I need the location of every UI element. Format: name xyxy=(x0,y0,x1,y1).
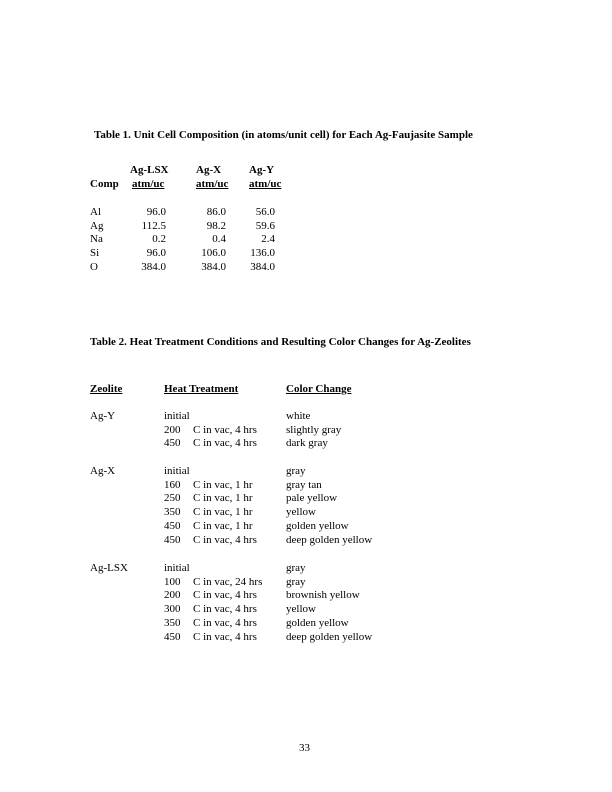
table1-x-column xyxy=(186,206,226,275)
table1-lsx-column xyxy=(120,206,166,275)
table1-cell: 106.0 xyxy=(201,247,226,260)
table1-cell: 2.4 xyxy=(261,233,275,246)
table2-heat-row xyxy=(164,631,262,645)
table2-color-column-ag-lsx xyxy=(286,562,372,644)
table2-title: Table 2. Heat Treatment Conditions and Resulting Color Changes for Ag-Zeolites xyxy=(90,336,471,348)
table1-title: Table 1. Unit Cell Composition (in atoms/unit cell) for Each Ag-Faujasite Sample xyxy=(94,129,473,141)
table2-heat-temp: 350 xyxy=(164,616,181,629)
table1-element: Ag xyxy=(90,219,104,232)
table1-cell: 86.0 xyxy=(206,206,226,218)
table2-color-cell: gray xyxy=(286,575,306,588)
table2-heat-temp: 450 xyxy=(164,630,181,643)
table1-unit-header-x: atm/uc xyxy=(196,178,229,190)
table2-heat-row xyxy=(164,410,257,424)
table2-zeolite-label: Ag-LSX xyxy=(90,562,128,574)
table2-heat-cond: C in vac, 4 hrs xyxy=(193,616,257,629)
table1-cell: 384.0 xyxy=(141,260,166,273)
table1-cell: 0.4 xyxy=(212,233,226,246)
table1-elements-column xyxy=(90,206,103,275)
table1-element: Si xyxy=(90,247,100,260)
table2-color-cell: yellow xyxy=(286,506,316,519)
table1-comp-header: Comp xyxy=(90,178,119,190)
table2-heat-column-ag-x xyxy=(164,465,257,547)
table2-color-cell: white xyxy=(286,410,311,422)
table2-color-cell: golden yellow xyxy=(286,519,349,532)
table2-color-cell: yellow xyxy=(286,603,316,616)
table2-heat-row xyxy=(164,589,262,603)
table2-heat-column-ag-lsx xyxy=(164,562,262,644)
table2-heat-temp: 450 xyxy=(164,533,181,546)
table2-heat-temp: 200 xyxy=(164,423,181,436)
table2-heat-cond: C in vac, 4 hrs xyxy=(193,437,257,450)
table2-heat-cond: C in vac, 4 hrs xyxy=(193,589,257,602)
table2-heat-cond: C in vac, 4 hrs xyxy=(193,630,257,643)
table1-cell: 96.0 xyxy=(146,206,166,218)
table1-element: O xyxy=(90,260,98,273)
table2-heat-cond: C in vac, 1 hr xyxy=(193,478,253,491)
table2-heat-row xyxy=(164,562,262,576)
table2-color-cell: deep golden yellow xyxy=(286,533,373,546)
table1-element: Al xyxy=(90,206,101,218)
table2-heat-row xyxy=(164,492,257,506)
table1-cell: 0.2 xyxy=(152,233,166,246)
table2-color-column-ag-x xyxy=(286,465,372,547)
table2-heat-temp: 160 xyxy=(164,478,181,491)
table1-cell: 136.0 xyxy=(250,247,275,260)
table2-heat-temp: initial xyxy=(164,562,190,574)
table2-heat-cond: C in vac, 24 hrs xyxy=(193,575,263,588)
table1-cell: 59.6 xyxy=(255,219,275,232)
table2-heat-cond: C in vac, 1 hr xyxy=(193,492,253,505)
table2-color-cell: pale yellow xyxy=(286,492,338,505)
table1-col-top-y: Ag-Y xyxy=(249,164,275,176)
table1-cell: 384.0 xyxy=(201,260,226,273)
table2-heat-temp: 450 xyxy=(164,519,181,532)
table2-group-ag-x xyxy=(90,465,115,479)
table2-header-heat: Heat Treatment xyxy=(164,383,239,395)
table2-heat-temp: 450 xyxy=(164,437,181,450)
table2-color-cell: gray xyxy=(286,562,306,574)
table1-cell: 96.0 xyxy=(146,247,166,260)
table2-color-cell: gray tan xyxy=(286,478,322,491)
table2-heat-row xyxy=(164,576,262,590)
table2-heat-row xyxy=(164,520,257,534)
table2-heat-row xyxy=(164,437,257,451)
table2-heat-row xyxy=(164,506,257,520)
table2-heat-row xyxy=(164,465,257,479)
table2-heat-row xyxy=(164,424,257,438)
table2-heat-row xyxy=(164,603,262,617)
table2-heat-row xyxy=(164,534,257,548)
table2-heat-cond: C in vac, 1 hr xyxy=(193,519,253,532)
table2-color-cell: slightly gray xyxy=(286,423,342,436)
table2-header-zeolite: Zeolite xyxy=(90,383,123,395)
table2-heat-temp: 300 xyxy=(164,603,181,616)
table2-heat-temp: 350 xyxy=(164,506,181,519)
table2-header-color: Color Change xyxy=(286,383,352,395)
table2-zeolite-label: Ag-Y xyxy=(90,410,116,422)
table2-color-cell: gray xyxy=(286,465,306,477)
table1-cell: 56.0 xyxy=(255,206,275,218)
table1-unit-header-y: atm/uc xyxy=(249,178,282,190)
table1-col-top-lsx: Ag-LSX xyxy=(130,164,169,176)
table2-heat-temp: 250 xyxy=(164,492,181,505)
page-number: 33 xyxy=(299,742,310,754)
table2-color-cell: brownish yellow xyxy=(286,589,360,602)
table2-heat-cond: C in vac, 4 hrs xyxy=(193,423,257,436)
table1-unit-header-lsx: atm/uc xyxy=(132,178,165,190)
table1-cell: 98.2 xyxy=(206,219,226,232)
table2-heat-column-ag-y xyxy=(164,410,257,451)
table2-color-cell: dark gray xyxy=(286,437,328,450)
table2-heat-cond: C in vac, 4 hrs xyxy=(193,533,257,546)
table2-zeolite-label: Ag-X xyxy=(90,465,116,477)
table2-heat-cond: C in vac, 4 hrs xyxy=(193,603,257,616)
table1-element: Na xyxy=(90,233,103,246)
table2-heat-row xyxy=(164,479,257,493)
table1-col-top-x: Ag-X xyxy=(196,164,222,176)
table1-cell: 112.5 xyxy=(141,219,166,232)
table2-heat-temp: initial xyxy=(164,410,190,422)
table2-heat-temp: 100 xyxy=(164,575,181,588)
table2-group-ag-y xyxy=(90,410,115,424)
table2-heat-row xyxy=(164,617,262,631)
table1-cell: 384.0 xyxy=(250,260,275,273)
table2-color-column-ag-y xyxy=(286,410,341,451)
table1-y-column xyxy=(236,206,275,275)
table2-heat-temp: 200 xyxy=(164,589,181,602)
table2-heat-cond: C in vac, 1 hr xyxy=(193,506,253,519)
table2-color-cell: deep golden yellow xyxy=(286,630,373,643)
table2-color-cell: golden yellow xyxy=(286,616,349,629)
table2-group-ag-lsx xyxy=(90,562,128,576)
table2-heat-temp: initial xyxy=(164,465,190,477)
